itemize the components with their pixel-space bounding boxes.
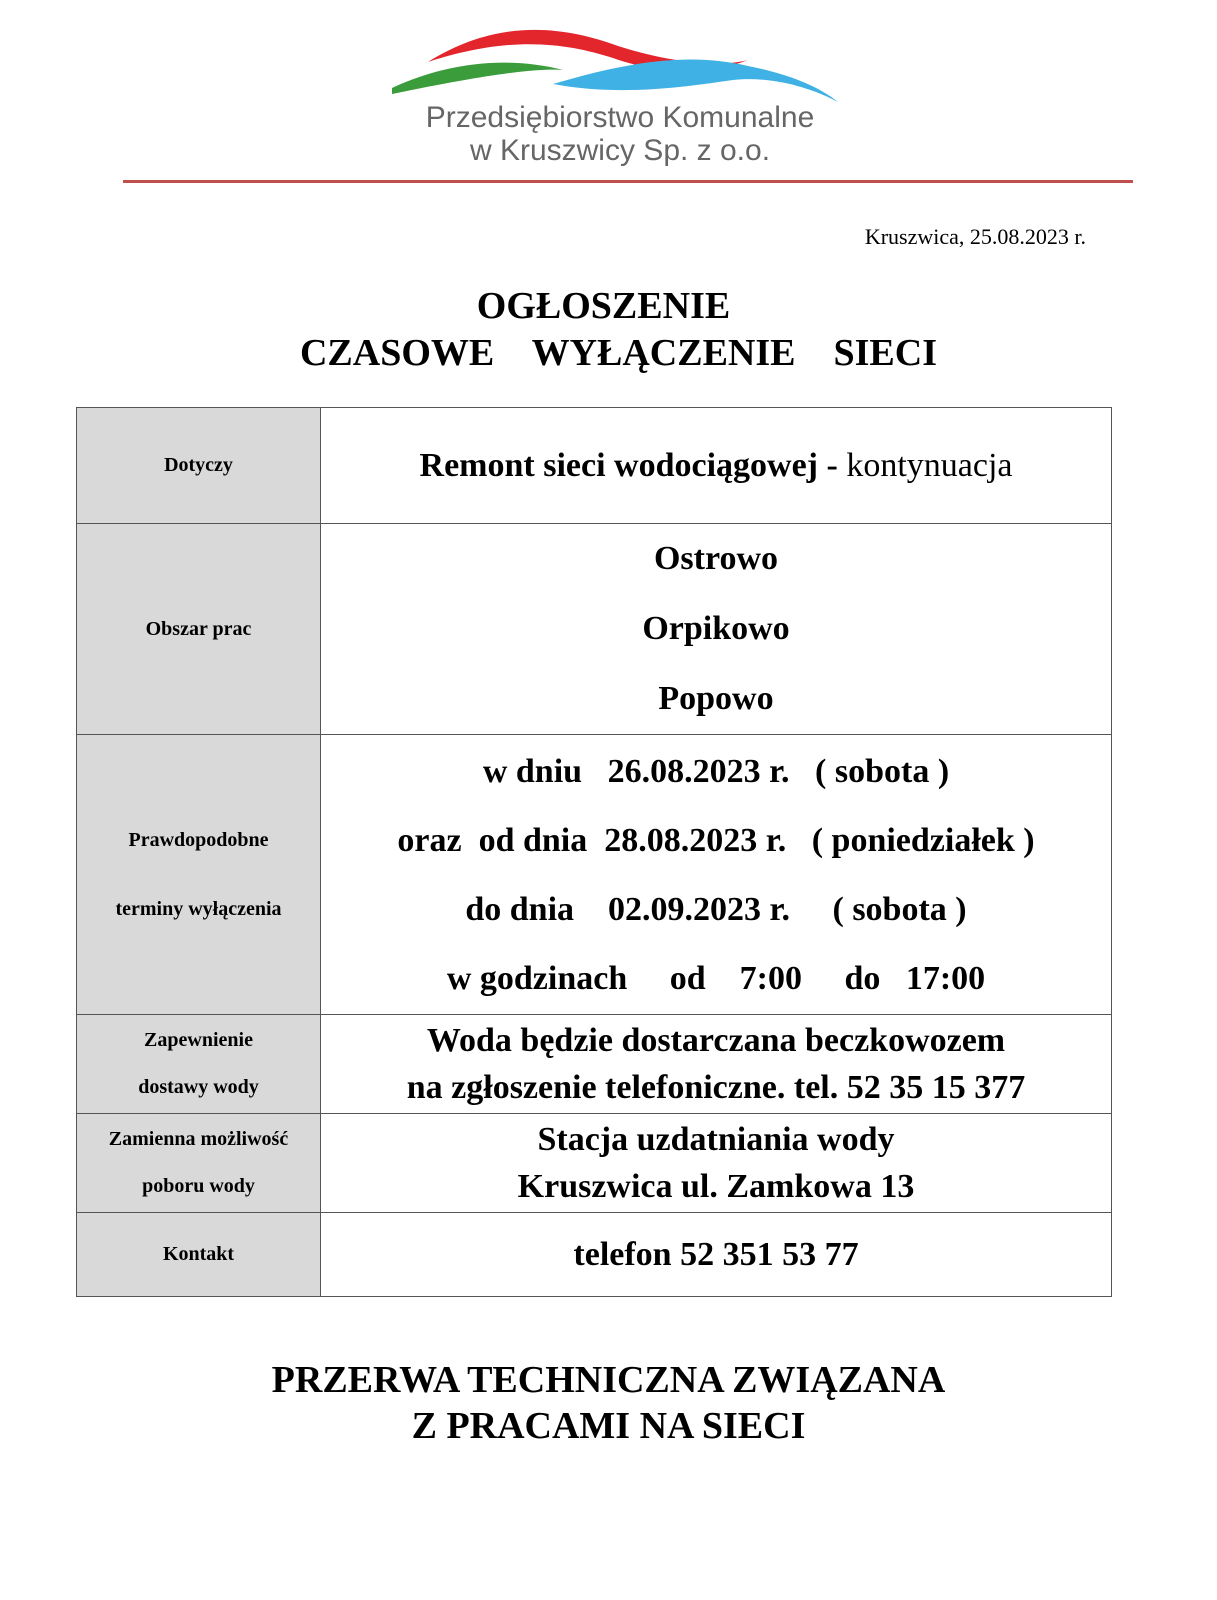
date-line-3: do dnia 02.09.2023 r. ( sobota ) [465, 890, 967, 928]
table-row-water-supply [77, 1015, 1112, 1114]
company-logo [388, 22, 848, 112]
footer-line2: Z PRACAMI NA SIECI [411, 1405, 806, 1447]
value-shutdown-dates [321, 735, 1112, 1015]
table-row-work-area [77, 524, 1112, 735]
source-line-1: Stacja uzdatniania wody [537, 1121, 895, 1158]
announcement-title: OGŁOSZENIE [476, 285, 731, 327]
value-work-area [321, 524, 1112, 735]
label-water-supply [77, 1015, 321, 1114]
supply-line-1: Woda będzie dostarczana beczkowozem [426, 1022, 1006, 1059]
announcement-subtitle: CZASOWE WYŁĄCZENIE SIECI [299, 332, 938, 374]
table-row-concerns [77, 408, 1112, 524]
label-concerns [77, 408, 321, 524]
label-contact [77, 1213, 321, 1297]
label-text: Zapewnienie [144, 1029, 253, 1051]
location-orpikowo: Orpikowo [642, 610, 790, 647]
date-line-2: oraz od dnia 28.08.2023 r. ( poniedziałek ) [397, 821, 1035, 859]
label-text: Zamienna możliwość [108, 1128, 289, 1150]
label-text: Obszar prac [145, 618, 252, 640]
location-popowo: Popowo [658, 680, 774, 717]
supply-line-2: na zgłoszenie telefoniczne. tel. 52 35 15 377 [406, 1069, 1026, 1106]
contact-phone: telefon 52 351 53 77 [573, 1235, 859, 1273]
table-row-contact [77, 1213, 1112, 1297]
label-text: poboru wody [142, 1175, 255, 1197]
value-contact [321, 1213, 1112, 1297]
company-name-line2: w Kruszwicy Sp. z o.o. [469, 134, 771, 167]
label-text: terminy wyłączenia [115, 897, 282, 920]
header-divider [123, 180, 1133, 183]
label-text: Kontakt [162, 1243, 235, 1265]
value-alternative-source [321, 1114, 1112, 1213]
footer-line1: PRZERWA TECHNICZNA ZWIĄZANA [271, 1359, 946, 1401]
table-row-shutdown-dates [77, 735, 1112, 1015]
label-text: Dotyczy [164, 454, 233, 476]
label-text: dostawy wody [138, 1076, 259, 1098]
table-row-alternative-source [77, 1114, 1112, 1213]
logo-blue-wave [553, 60, 838, 102]
notice-table [76, 407, 1112, 1297]
hours-line: w godzinach od 7:00 do 17:00 [446, 959, 986, 997]
value-water-supply [321, 1015, 1112, 1114]
value-concerns [321, 408, 1112, 524]
place-and-date: Kruszwica, 25.08.2023 r. [864, 224, 1086, 249]
source-line-2: Kruszwica ul. Zamkowa 13 [517, 1168, 915, 1205]
date-line-1: w dniu 26.08.2023 r. ( sobota ) [482, 752, 950, 790]
location-ostrowo: Ostrowo [653, 540, 779, 577]
value-text-bold: Remont sieci wodociągowej - [419, 446, 838, 484]
company-name-line1: Przedsiębiorstwo Komunalne [425, 101, 815, 134]
logo-green-wave [392, 63, 563, 94]
label-alternative-source [77, 1114, 321, 1213]
label-shutdown-dates [77, 735, 321, 1015]
value-text-normal: kontynuacja [837, 446, 1013, 484]
label-work-area [77, 524, 321, 735]
label-text: Prawdopodobne [128, 828, 269, 851]
